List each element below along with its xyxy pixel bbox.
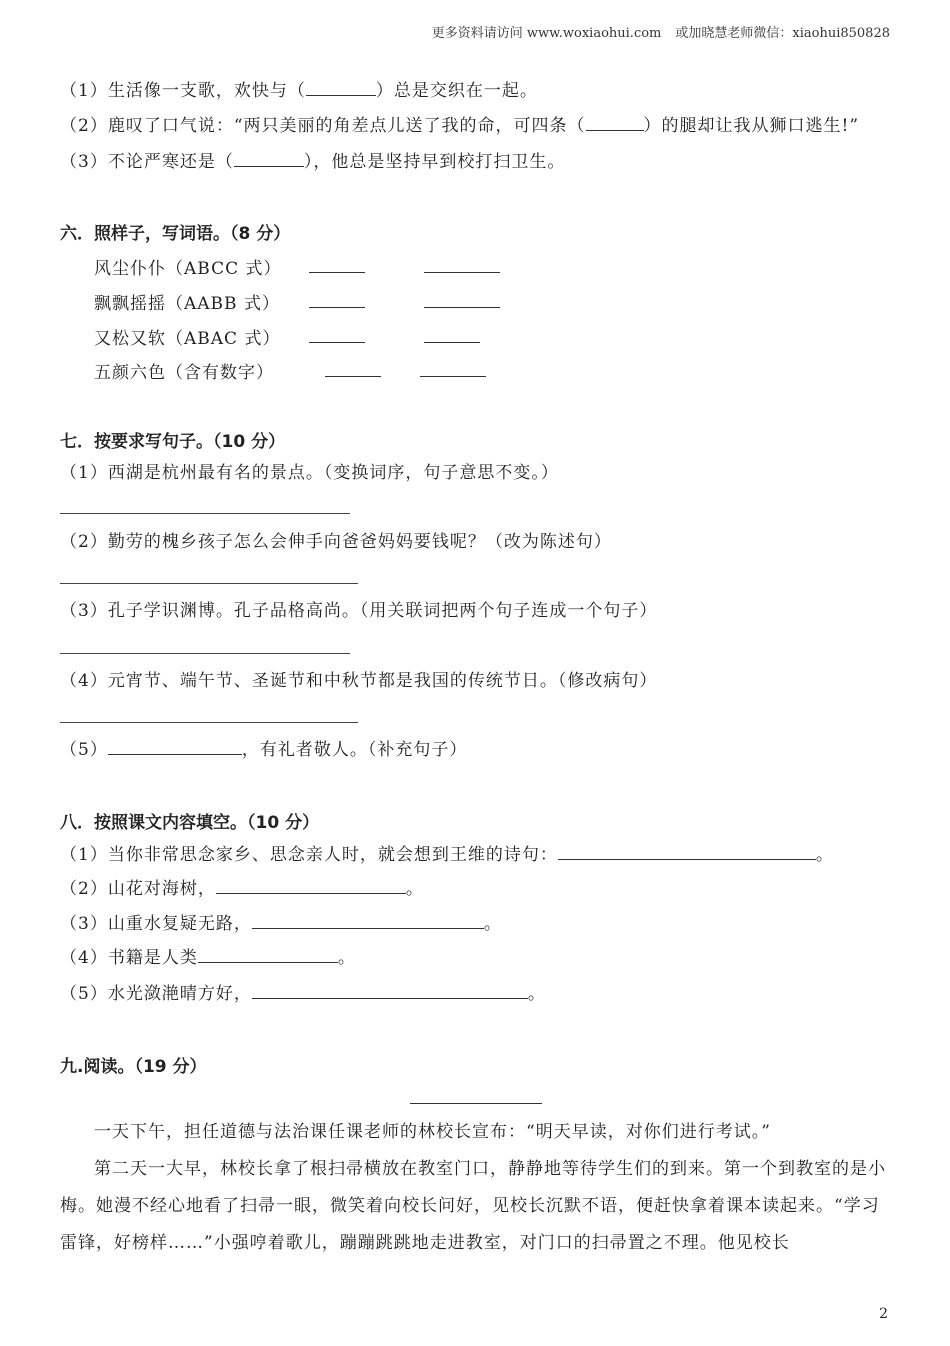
- sec7-answer-line-1[interactable]: [60, 513, 350, 514]
- word-blank[interactable]: [309, 342, 365, 343]
- sec7-title: 七．按要求写句子。（10 分）: [60, 432, 286, 452]
- sec7-q4: （4）元宵节、端午节、圣诞节和中秋节都是我国的传统节日。（修改病句）: [60, 671, 658, 691]
- header-website: 更多资料请访问 www.woxiaohui.com: [431, 26, 662, 41]
- reading-passage-p1: 一天下午，担任道德与法治课任课老师的林校长宣布：“明天早读，对你们进行考试。”: [94, 1122, 771, 1142]
- sec6-title: 六．照样子，写词语。（8 分）: [60, 224, 291, 244]
- word-blank[interactable]: [420, 376, 486, 377]
- word-blank[interactable]: [309, 307, 365, 308]
- sec8-title: 八．按照课文内容填空。（10 分）: [60, 813, 320, 833]
- passage-title-blank[interactable]: [410, 1103, 542, 1104]
- sec8-q4: （4）书籍是人类 。: [60, 948, 356, 968]
- word-blank[interactable]: [424, 307, 500, 308]
- sec7-answer-line-3[interactable]: [60, 653, 350, 654]
- word-blank[interactable]: [309, 272, 365, 273]
- sec6-example-3: 又松又软（ABAC 式）: [94, 329, 281, 349]
- word-blank[interactable]: [325, 376, 381, 377]
- sec5-q1: （1）生活像一支歌，欢快与（ ）总是交织在一起。: [60, 81, 538, 101]
- page-number: 2: [879, 1306, 888, 1322]
- sec7-q3: （3）孔子学识渊博。孔子品格高尚。（用关联词把两个句子连成一个句子）: [60, 601, 658, 621]
- sec8-q5: （5）水光潋滟晴方好， 。: [60, 984, 546, 1004]
- sec6-example-1: 风尘仆仆（ABCC 式）: [94, 259, 282, 279]
- answer-blank[interactable]: [234, 152, 304, 167]
- answer-blank[interactable]: [558, 845, 816, 860]
- answer-blank[interactable]: [252, 914, 484, 929]
- sec7-q2: （2）勤劳的槐乡孩子怎么会伸手向爸爸妈妈要钱呢？（改为陈述句）: [60, 532, 612, 552]
- answer-blank[interactable]: [108, 740, 242, 755]
- header-wechat: 或加晓慧老师微信：xiaohui850828: [675, 26, 890, 41]
- answer-blank[interactable]: [306, 81, 376, 96]
- sec5-q2: （2）鹿叹了口气说：“两只美丽的角差点儿送了我的命，可四条（ ）的腿却让我从狮口逃生!”: [60, 116, 860, 136]
- sec7-q5: （5） ，有礼者敬人。（补充句子）: [60, 740, 468, 760]
- sec5-q3: （3）不论严寒还是（ ），他总是坚持早到校打扫卫生。: [60, 152, 566, 172]
- sec9-title: 九.阅读。（19 分）: [60, 1057, 207, 1077]
- answer-blank[interactable]: [216, 879, 406, 894]
- reading-passage-p2: 第二天一大早，林校长拿了根扫帚横放在教室门口，静静地等待学生们的到来。第一个到教室的是小梅。她漫不经心地看了扫帚一眼，微笑着向校长问好，见校长沉默不语，便赶快拿着课本读起来。“学习雷锋，好榜样……”小强哼着歌儿，蹦蹦跳跳地走进教室，对门口的扫帚置之不理。他见校长: [60, 1159, 886, 1253]
- sec8-q3: （3）山重水复疑无路， 。: [60, 914, 502, 934]
- sec6-example-2: 飘飘摇摇（AABB 式）: [94, 294, 280, 314]
- sec6-example-4: 五颜六色（含有数字）: [94, 363, 274, 383]
- answer-blank[interactable]: [198, 948, 338, 963]
- sec8-q2: （2）山花对海树， 。: [60, 879, 424, 899]
- sec7-q1: （1）西湖是杭州最有名的景点。（变换词序，句子意思不变。）: [60, 463, 559, 483]
- answer-blank[interactable]: [586, 116, 644, 131]
- answer-blank[interactable]: [252, 984, 528, 999]
- word-blank[interactable]: [424, 342, 480, 343]
- sec7-answer-line-4[interactable]: [60, 722, 358, 723]
- word-blank[interactable]: [424, 272, 500, 273]
- sec7-answer-line-2[interactable]: [60, 583, 358, 584]
- sec8-q1: （1）当你非常思念家乡、思念亲人时，就会想到王维的诗句： 。: [60, 845, 834, 865]
- page-header: [432, 22, 890, 41]
